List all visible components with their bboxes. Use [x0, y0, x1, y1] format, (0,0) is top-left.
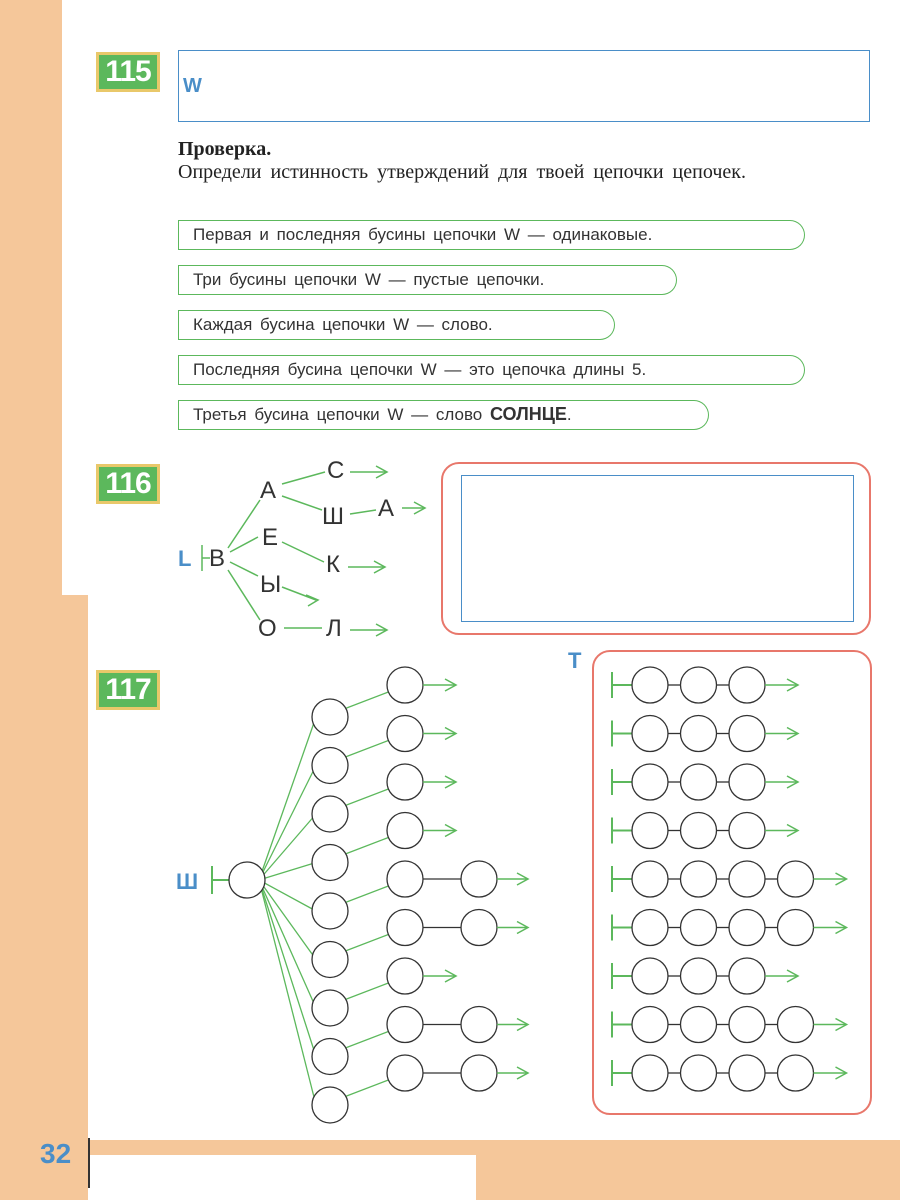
chain-bead[interactable]: [681, 1055, 717, 1091]
statement-5-end: .: [566, 405, 572, 424]
chain-bead[interactable]: [632, 764, 668, 800]
chain-bead[interactable]: [729, 716, 765, 752]
chain-start-marker: [612, 866, 632, 892]
chain-end-arrow: [765, 728, 798, 740]
statement-5-word: СОЛНЦЕ: [489, 404, 567, 424]
chain-bead[interactable]: [681, 1007, 717, 1043]
chain-end-arrow: [814, 1067, 847, 1079]
chain-end-arrow: [814, 1019, 847, 1031]
chain-bead[interactable]: [632, 716, 668, 752]
chain-bead[interactable]: [681, 667, 717, 703]
chain-end-arrow: [765, 825, 798, 837]
chain-w-label: W: [183, 75, 202, 97]
letter-e: Е: [262, 524, 279, 551]
chain-bead[interactable]: [632, 958, 668, 994]
chain-end-arrow: [765, 970, 798, 982]
chain-bead[interactable]: [632, 861, 668, 897]
letter-l: Л: [326, 615, 342, 642]
chain-start-marker: [612, 1060, 632, 1086]
letter-k: К: [326, 551, 340, 578]
letter-a2: А: [378, 495, 395, 522]
page-number: 32: [40, 1138, 72, 1169]
statement-2: Три бусины цепочки W — пустые цепочки.: [178, 265, 644, 295]
chain-bead[interactable]: [778, 861, 814, 897]
chain-bead[interactable]: [632, 1055, 668, 1091]
statement-3: Каждая бусина цепочки W — слово.: [178, 310, 582, 340]
chain-start-marker: [612, 915, 632, 941]
exercise-116-number: 116: [96, 464, 160, 504]
chain-bead[interactable]: [778, 1007, 814, 1043]
start-label-l: L: [178, 546, 192, 571]
chain-bead[interactable]: [729, 764, 765, 800]
letter-a: А: [260, 477, 277, 504]
chain-end-arrow: [765, 679, 798, 691]
chain-bead[interactable]: [729, 813, 765, 849]
chain-bead[interactable]: [778, 1055, 814, 1091]
chain-bead[interactable]: [681, 813, 717, 849]
chain-end-arrow: [765, 776, 798, 788]
chain-bead[interactable]: [632, 813, 668, 849]
chain-bead[interactable]: [778, 910, 814, 946]
chain-bead[interactable]: [729, 1007, 765, 1043]
chain-bead[interactable]: [632, 910, 668, 946]
chain-bead[interactable]: [681, 861, 717, 897]
chain-bead[interactable]: [681, 716, 717, 752]
chain-bead[interactable]: [729, 667, 765, 703]
chain-bead[interactable]: [729, 1055, 765, 1091]
exercise-115-number: 115: [96, 52, 160, 92]
check-instruction: Определи истинность утверждений для твоей цепочки цепочек.: [178, 161, 746, 183]
chain-start-marker: [612, 721, 632, 747]
chain-end-arrow: [814, 922, 847, 934]
chain-start-marker: [612, 818, 632, 844]
chain-bead[interactable]: [729, 861, 765, 897]
chain-bead[interactable]: [681, 958, 717, 994]
chain-bead[interactable]: [632, 1007, 668, 1043]
box-label-t: Т: [568, 648, 582, 673]
exercise-117-number: 117: [96, 670, 160, 710]
letter-y: Ы: [260, 571, 282, 598]
chain-start-marker: [612, 963, 632, 989]
chain-start-marker: [612, 672, 632, 698]
chain-bead[interactable]: [729, 910, 765, 946]
chain-bead[interactable]: [681, 910, 717, 946]
statement-1: Первая и последняя бусины цепочки W — одинаковые.: [178, 220, 772, 250]
letter-sh: Ш: [322, 503, 344, 530]
chain-bead[interactable]: [681, 764, 717, 800]
statement-5-text: Третья бусина цепочки W — слово: [193, 405, 490, 424]
chain-bead[interactable]: [729, 958, 765, 994]
letter-o: О: [258, 615, 277, 642]
letter-v: В: [209, 545, 226, 572]
chain-start-marker: [612, 769, 632, 795]
check-title: Проверка.: [178, 138, 272, 160]
statement-4: Последняя бусина цепочки W — это цепочка длины 5.: [178, 355, 772, 385]
start-label-sh: Ш: [176, 869, 199, 894]
letter-s: С: [327, 457, 345, 484]
chain-start-marker: [612, 1012, 632, 1038]
chain-bead[interactable]: [632, 667, 668, 703]
chain-end-arrow: [814, 873, 847, 885]
